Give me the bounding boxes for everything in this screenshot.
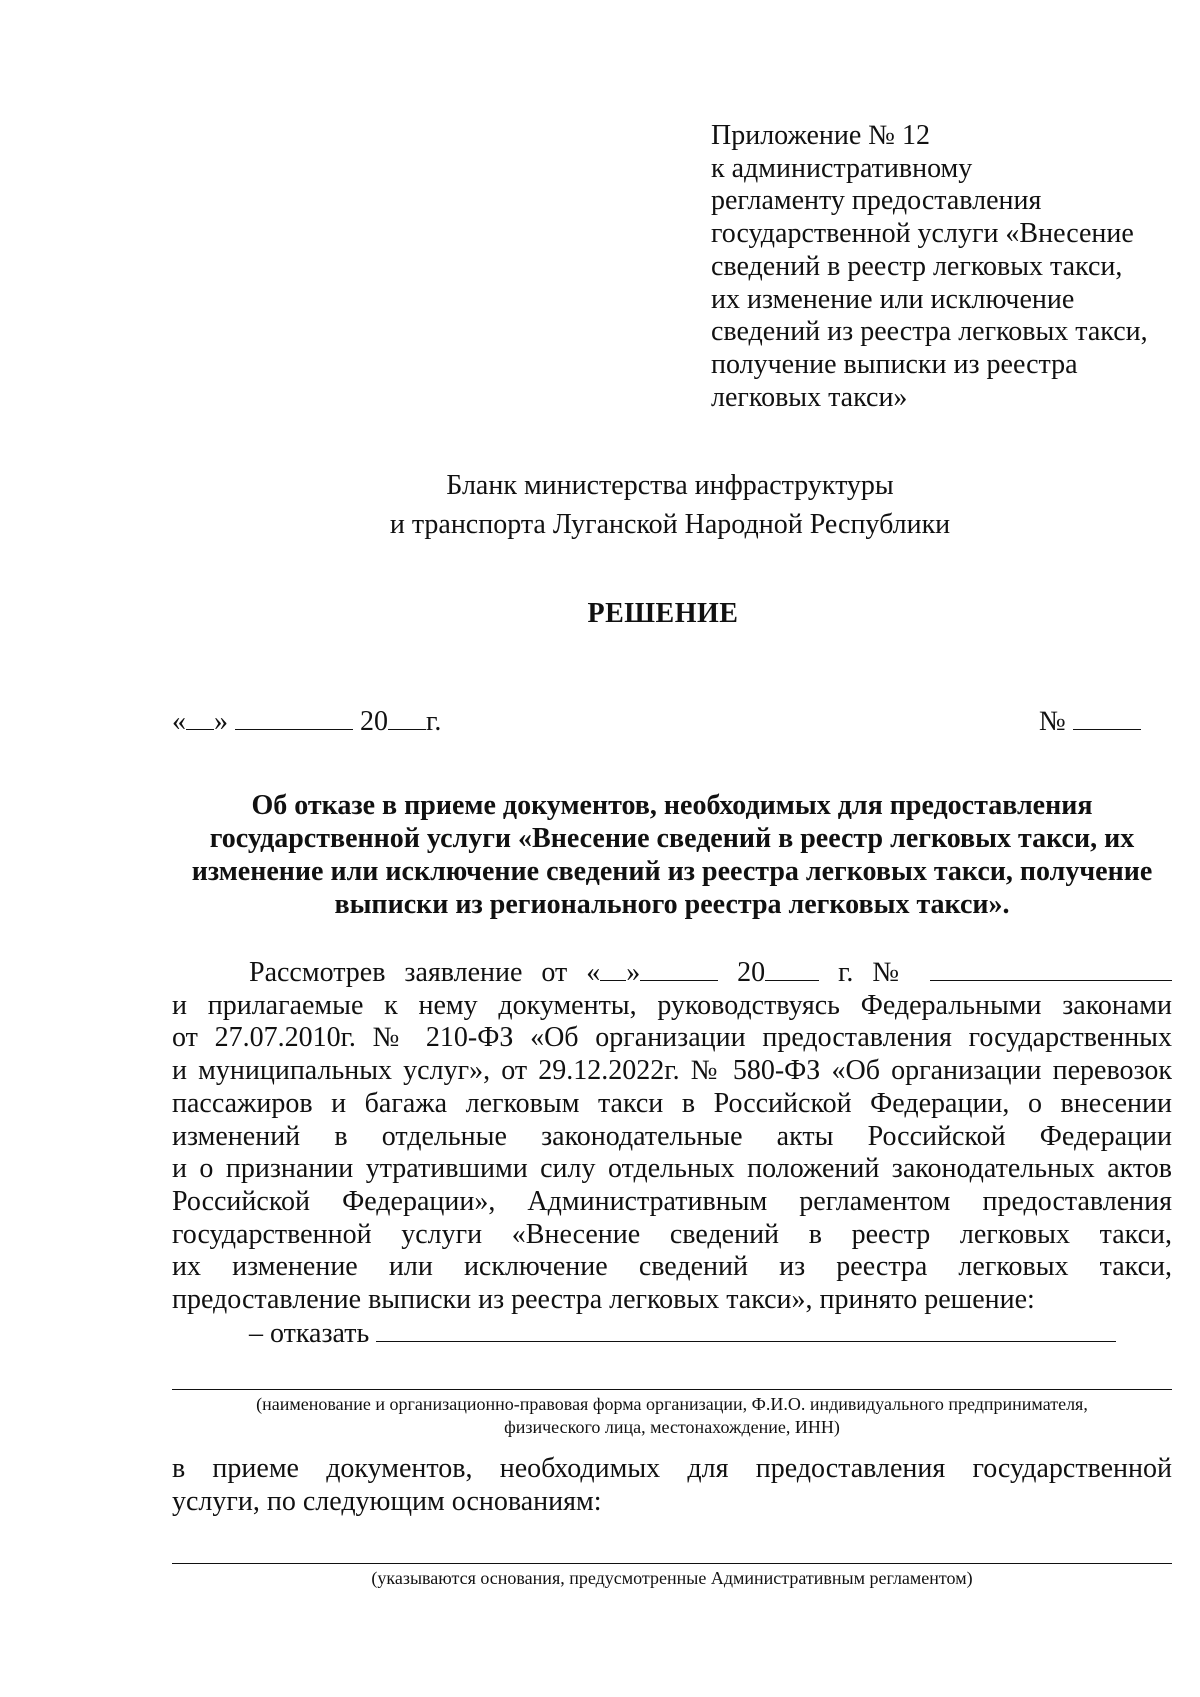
body-word: от [541, 957, 568, 988]
body-word: заявление [404, 957, 523, 988]
body-line: пассажиров и багажа легковым такси в Российской Федерации, о внесении [172, 1087, 1172, 1119]
number-field [1039, 701, 1141, 738]
organization-line [172, 1389, 1172, 1390]
number-sign: № [1039, 706, 1066, 737]
app-year-blank [765, 952, 819, 981]
subject-line: государственной услуги «Внесение сведений в реестр легковых такси, их [209, 823, 1135, 854]
caption-line: (наименование и организационно-правовая форма организации, Ф.И.О. индивидуального предпринимателя, [256, 1394, 1088, 1414]
subject-line: выписки из регионального реестра легковых такси». [334, 889, 1010, 920]
document-title: РЕШЕНИЕ [587, 598, 739, 629]
appendix-line: Приложение № 12 [711, 120, 930, 151]
refuse-row [249, 1313, 1116, 1350]
subject-line: изменение или исключение сведений из реестра легковых такси, получение [191, 856, 1153, 887]
letterhead-line: Бланк министерства инфраструктуры [446, 470, 894, 501]
year-blank [388, 701, 426, 730]
quote-close: » [626, 957, 641, 988]
refuse-label: – отказать [249, 1318, 370, 1349]
appendix-line: сведений в реестр легковых такси, [711, 250, 1123, 282]
subject-line: Об отказе в приеме документов, необходимых для предоставления [251, 790, 1093, 821]
date-field [172, 701, 441, 738]
app-month-blank [640, 952, 718, 981]
date-open-quote: « [172, 706, 186, 737]
body-line: государственной услуги «Внесение сведений в реестр легковых такси, [172, 1218, 1172, 1250]
year-suffix: г. [426, 706, 442, 737]
quote-open: « [586, 957, 601, 988]
appendix-line: к административному [711, 152, 973, 184]
refuse-blank [376, 1313, 1116, 1342]
date-close-quote: » [214, 706, 228, 737]
body-line: от 27.07.2010г. № 210-ФЗ «Об организации предоставления государственных [172, 1022, 1172, 1054]
appendix-line: сведений из реестра легковых такси, [711, 316, 1148, 348]
appendix-line: получение выписки из реестра [711, 348, 1078, 380]
body-line: и о признании утратившими силу отдельных положений законодательных актов [172, 1153, 1172, 1185]
month-blank [235, 701, 353, 730]
body-word: № [872, 957, 912, 988]
appendix-block [711, 120, 1171, 414]
grounds-paragraph [172, 1452, 1172, 1518]
body-paragraph [172, 952, 1172, 1317]
day-blank [186, 701, 214, 730]
organization-caption [172, 1393, 1172, 1439]
appendix-line: легковых такси» [711, 381, 908, 413]
body-line: и муниципальных услуг», от 29.12.2022г. № 580-ФЗ «Об организации перевозок [172, 1055, 1172, 1087]
application-date-field [586, 957, 718, 988]
body-first-line [172, 952, 1172, 990]
appendix-line: государственной услуги «Внесение [711, 218, 1134, 250]
application-year-field [737, 957, 819, 988]
appendix-line: регламенту предоставления [711, 185, 1042, 217]
body-line: и прилагаемые к нему документы, руководствуясь Федеральными законами [172, 989, 1172, 1021]
grounds-line: в приеме документов, необходимых для предоставления государственной [172, 1453, 1172, 1484]
year-prefix: 20 [360, 706, 388, 737]
caption-line: физического лица, местонахождение, ИНН) [504, 1417, 840, 1437]
letterhead [0, 466, 1200, 544]
year-prefix: 20 [737, 957, 766, 988]
subject-heading [172, 789, 1172, 921]
letterhead-line: и транспорта Луганской Народной Республики [389, 509, 951, 540]
body-line: Российской Федерации», Административным регламентом предоставления [172, 1185, 1172, 1217]
body-line: их изменение или исключение сведений из реестра легковых такси, [172, 1251, 1172, 1283]
grounds-line: услуги, по следующим основаниям: [172, 1486, 602, 1517]
body-word: г. [838, 957, 854, 988]
application-number-blank [930, 952, 1172, 981]
number-blank [1073, 701, 1141, 730]
grounds-caption: (указываются основания, предусмотренные Административным регламентом) [371, 1568, 973, 1588]
body-line: изменений в отдельные законодательные акты Российской Федерации [172, 1120, 1172, 1152]
app-day-blank [600, 952, 626, 981]
body-last-line: предоставление выписки из реестра легковых такси», принято решение: [172, 1284, 1035, 1316]
appendix-line: их изменение или исключение [711, 283, 1075, 315]
body-word: Рассмотрев [249, 957, 386, 988]
grounds-line-blank [172, 1563, 1172, 1564]
